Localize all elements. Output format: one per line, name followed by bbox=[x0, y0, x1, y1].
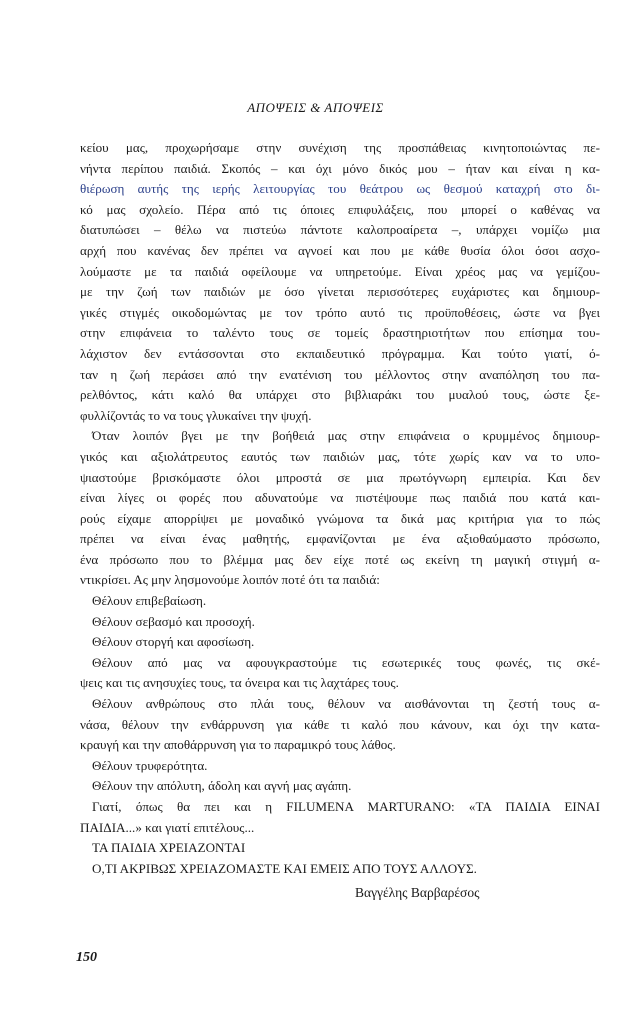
text-line: Θέλουν ανθρώπους στο πλάι τους, θέλουν να αισθάνονται τη ζεστή τους α- bbox=[92, 696, 600, 712]
body-text bbox=[80, 138, 600, 879]
page-number: 150 bbox=[76, 950, 97, 965]
text-line: ΤΑ ΠΑΙΔΙΑ ΧΡΕΙΑΖΟΝΤΑΙ bbox=[92, 840, 246, 856]
text-line: Θέλουν επιβεβαίωση. bbox=[92, 593, 207, 609]
text-line: ταν η ζωή περάσει από την ενατένιση του μέλλοντος στην αναπόληση του πα- bbox=[80, 366, 600, 382]
text-line: Θέλουν από μας να αφουγκραστούμε τις εσωτερικές τους φωνές, τις σκέ- bbox=[92, 654, 600, 670]
text-line: γικές στιγμές οικοδομώντας με τον τρόπο αυτό τις προϋποθέσεις, ώστε να βγει bbox=[80, 304, 600, 320]
text-line: πρέπει να είναι ένας μαθητής, εμφανίζονται με ένα αξιοθαύμαστο πρόσωπο, bbox=[80, 531, 600, 547]
text-line: λάχιστον δεν εντάσσονται στο εκπαιδευτικό πρόγραμμα. Και τούτο γιατί, ό- bbox=[80, 345, 600, 361]
author-signature: Βαγγέλης Βαρβαρέσος bbox=[355, 885, 480, 900]
text-line: κό μας σχολείο. Πέρα από τις όποιες επιφυλάξεις, που μπορεί ο καθένας να bbox=[80, 201, 600, 217]
text-line: Θέλουν τρυφερότητα. bbox=[92, 757, 208, 773]
text-line: ΠΑΙΔΙΑ...» και γιατί επιτέλους... bbox=[80, 819, 255, 835]
text-line: Όταν λοιπόν βγει με την βοήθειά μας στην επιφάνεια ο κρυμμένος δημιουρ- bbox=[92, 428, 600, 444]
text-line: είναι λίγες οι φορές που αδυνατούμε να πιστέψουμε πως παιδιά που κατά και- bbox=[80, 490, 600, 506]
text-line: διατυπώσει – θέλω να πιστεύω πάντοτε καλοπροαίρετα –, υπάρχει νομίζω μια bbox=[80, 222, 600, 238]
text-line: με την ζωή των παιδιών με όσο γίνεται περισσότερες ευχάριστες και δημιουρ- bbox=[80, 284, 600, 300]
text-line: ντικρίσει. Ας μην λησμονούμε λοιπόν ποτέ ότι τα παιδιά: bbox=[80, 572, 380, 588]
text-line: θιέρωση αυτής της ιερής λειτουργίας του θεάτρου ως θεσμού καταχρή στο δι- bbox=[80, 181, 600, 197]
text-line: Θέλουν στοργή και αφοσίωση. bbox=[92, 634, 255, 650]
text-line: κραυγή και την αποθάρρυνση για το παραμικρό τους λάθος. bbox=[80, 737, 396, 753]
text-line: ένα πρόσωπο που το βλέμμα μας δεν είχε ποτέ ως εκείνη τη μαγική στιγμή α- bbox=[80, 551, 600, 567]
text-line: Ο,ΤΙ ΑΚΡΙΒΩΣ ΧΡΕΙΑΖΟΜΑΣΤΕ ΚΑΙ ΕΜΕΙΣ ΑΠΟ ΤΟΥΣ ΑΛΛΟΥΣ. bbox=[92, 860, 477, 876]
text-line: ψιαστούμε βρισκόμαστε όλοι μπροστά σε μια πρωτόγνωρη εμπειρία. Και δεν bbox=[80, 469, 600, 485]
text-line: νάσα, θέλουν την ενθάρρυνση για κάθε τι καλό που κάνουν, και όχι την κατα- bbox=[80, 716, 600, 732]
text-line: Θέλουν την απόλυτη, άδολη και αγνή μας αγάπη. bbox=[92, 778, 352, 794]
text-line: Γιατί, όπως θα πει και η FILUMENA MARTURANO: «ΤΑ ΠΑΙΔΙΑ ΕΙΝΑΙ bbox=[92, 799, 600, 814]
text-line: νήντα περίπου παιδιά. Σκοπός – και όχι μόνο δικός μου – ήταν και είναι η κα- bbox=[80, 160, 600, 176]
text-line: αρχή που κανένας δεν πρέπει να αγνοεί και που με κάθε θυσία όλοι όσοι ασχο- bbox=[80, 242, 600, 258]
text-line: ρούς είχαμε απορρίψει με μοναδικό γνώμονα τα δικά μας κριτήρια για το πώς bbox=[80, 510, 600, 526]
running-head: ΑΠΟΨΕΙΣ & ΑΠΟΨΕΙΣ bbox=[247, 100, 384, 115]
text-line: ψεις και τις ανησυχίες τους, τα όνειρα και τις λαχτάρες τους. bbox=[80, 675, 399, 691]
text-line: ρελθόντος, κάτι καλό θα υπάρχει στο βιβλιαράκι του μυαλού τους, ώστε ξε- bbox=[80, 387, 600, 403]
text-line: λούμαστε με τα παιδιά οφείλουμε να υπηρετούμε. Είναι χρέος μας να γεμίζου- bbox=[80, 263, 600, 279]
text-line: κείου μας, προχωρήσαμε στην συνέχιση της προσπάθειας κινητοποιώντας πε- bbox=[80, 140, 600, 155]
text-line: Θέλουν σεβασμό και προσοχή. bbox=[92, 613, 255, 629]
text-line: φυλλίζοντάς το να τους γλυκαίνει την ψυχή. bbox=[80, 407, 312, 423]
text-line: στην επιφάνεια το ταλέντο τους σε τομείς δραστηριοτήτων που επίσημα του- bbox=[80, 325, 600, 341]
text-line: γικός και αξιολάτρευτος εαυτός των παιδιών μας, τότε χωρίς καν να το υπο- bbox=[80, 448, 600, 464]
